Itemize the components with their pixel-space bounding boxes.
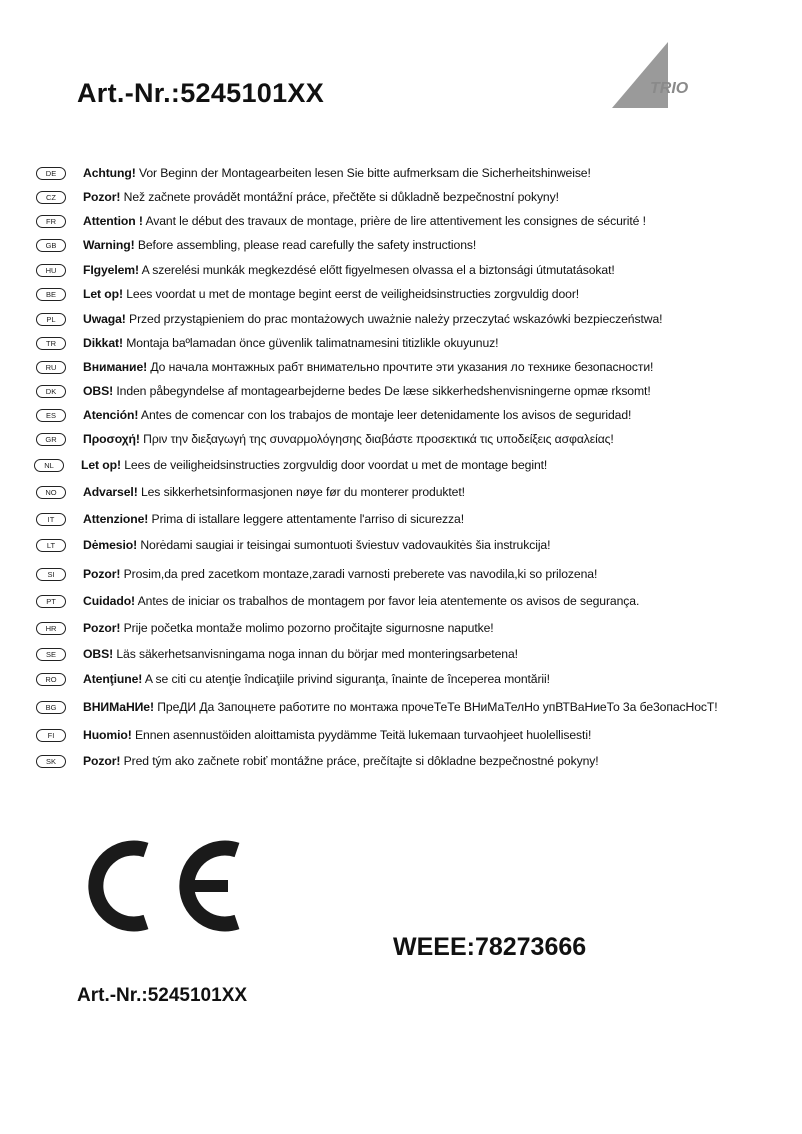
language-code-badge: PT <box>36 595 66 608</box>
warning-row-pl <box>36 310 662 328</box>
warning-label: Pozor! <box>83 567 121 581</box>
article-number-top: Art.-Nr.:5245101XX <box>77 78 325 108</box>
warning-text <box>83 728 591 742</box>
warning-text <box>81 458 547 472</box>
warning-label: Let op! <box>83 287 123 301</box>
warning-body: Než začnete provádět montážní práce, přečtěte si důkladně bezpečnostní pokyny! <box>120 190 559 204</box>
warning-body: A se citi cu atenţie îndicaţiile privind siguranţa, înainte de începerea montării! <box>142 672 550 686</box>
language-code-badge: ES <box>36 409 66 422</box>
warning-label: Warning! <box>83 238 135 252</box>
warning-text <box>83 567 597 581</box>
warning-label: Внимание! <box>83 360 148 374</box>
warning-row-be <box>36 285 579 303</box>
warning-text <box>83 485 465 499</box>
warning-label: OBS! <box>83 647 114 661</box>
warning-body: Ennen asennustöiden aloittamista pyydämme Teitä lukemaan turvaohjeet huolellisesti! <box>131 728 592 742</box>
language-code-badge: CZ <box>36 191 66 204</box>
warning-text <box>83 360 653 374</box>
warning-text <box>83 621 494 635</box>
warning-label: ВНИМаНИе! <box>83 700 154 714</box>
warning-body: Antes de comencar con los trabajos de montaje leer detenidamente los avisos de seguridad! <box>138 408 632 422</box>
trio-logo <box>610 40 710 110</box>
ce-mark-icon <box>74 840 244 932</box>
warning-row-ru <box>36 358 653 376</box>
warning-label: Attenzione! <box>83 512 149 526</box>
warning-label: Let op! <box>81 458 121 472</box>
language-code-badge: GR <box>36 433 66 446</box>
warning-text <box>83 594 639 608</box>
language-code-badge: SI <box>36 568 66 581</box>
warning-text <box>83 647 518 661</box>
language-code-badge: IT <box>36 513 66 526</box>
warning-row-lt <box>36 536 550 554</box>
warning-row-gb <box>36 236 476 254</box>
warning-label: Προσοχή! <box>83 432 140 446</box>
warning-row-tr <box>36 334 498 352</box>
warning-row-sk <box>36 752 599 770</box>
language-code-badge: HR <box>36 622 66 635</box>
warning-row-fr <box>36 212 646 230</box>
warning-label: Huomio! <box>83 728 132 742</box>
language-code-badge: RO <box>36 673 66 686</box>
warning-body: Avant le début des travaux de montage, prière de lire attentivement les consignes de sécurité ! <box>142 214 646 228</box>
warning-body: Montaja baºlamadan önce güvenlik talimatnamesini titizlikle okuyunuz! <box>122 336 499 350</box>
warning-row-bg <box>36 698 718 716</box>
language-code-badge: BG <box>36 701 66 714</box>
warning-row-hu <box>36 261 615 279</box>
warning-label: OBS! <box>83 384 114 398</box>
warning-label: Dikkat! <box>83 336 123 350</box>
warning-label: Atenţiune! <box>83 672 143 686</box>
warning-label: Pozor! <box>83 190 121 204</box>
warning-label: Uwaga! <box>83 312 126 326</box>
language-code-badge: RU <box>36 361 66 374</box>
warning-row-no <box>36 483 465 501</box>
warning-body: Πριν την διεξαγωγή της συναρμολόγησης διαβάστε προσεκτικά τις υποδείξεις ασφαλείας! <box>139 432 614 446</box>
warning-text <box>83 512 464 526</box>
warning-text <box>83 700 718 714</box>
warning-label: Atención! <box>83 408 139 422</box>
warning-text <box>83 336 498 350</box>
warning-row-fi <box>36 726 591 744</box>
warning-text <box>83 312 662 326</box>
warning-body: До начала монтажных рабт внимательно прочтите эти указания ло технике безопасности! <box>147 360 654 374</box>
warning-label: FIgyelem! <box>83 263 139 277</box>
warning-row-it <box>36 510 464 528</box>
warning-row-dk <box>36 382 651 400</box>
warning-body: Inden påbegyndelse af montagearbejderne bedes De læse sikkerhedshenvisningerne opmæ rksomt! <box>113 384 651 398</box>
warning-body: Norėdami saugiai ir teisingai sumontuoti šviestuv vadovaukitės šia instrukcija! <box>137 538 551 552</box>
warning-text <box>83 408 631 422</box>
warning-label: Advarsel! <box>83 485 138 499</box>
warning-body: Before assembling, please read carefully the safety instructions! <box>134 238 477 252</box>
warning-row-es <box>36 406 631 424</box>
warning-text <box>83 238 476 252</box>
language-code-badge: SE <box>36 648 66 661</box>
language-code-badge: NL <box>34 459 64 472</box>
warning-body: Prima di istallare leggere attentamente l'arriso di sicurezza! <box>148 512 465 526</box>
warning-body: A szerelési munkák megkezdésé előtt figyelmesen olvassa el a biztonsági útmutatásokat! <box>139 263 615 277</box>
warning-text <box>83 754 599 768</box>
article-number-bottom: Art.-Nr.:5245101XX <box>77 985 248 1006</box>
warning-label: Cuidado! <box>83 594 136 608</box>
language-code-badge: BE <box>36 288 66 301</box>
warning-label: Dėmesio! <box>83 538 138 552</box>
warning-body: Przed przystąpieniem do prac montażowych uważnie należy przeczytać wskazówki bezpieczeństwa! <box>125 312 663 326</box>
warning-row-de <box>36 164 591 182</box>
warning-text <box>83 214 646 228</box>
language-code-badge: SK <box>36 755 66 768</box>
warning-row-hr <box>36 619 494 637</box>
warning-row-cz <box>36 188 559 206</box>
warning-text <box>83 287 579 301</box>
warning-body: Prije početka montaže molimo pozorno pročitajte sigurnosne naputke! <box>120 621 494 635</box>
warning-row-pt <box>36 592 639 610</box>
language-code-badge: NO <box>36 486 66 499</box>
language-code-badge: DK <box>36 385 66 398</box>
warning-label: Achtung! <box>83 166 136 180</box>
warning-text <box>83 263 615 277</box>
warning-body: Prosim,da pred zacetkom montaze,zaradi varnosti preberete vas navodila,ki so prilozena! <box>120 567 598 581</box>
warning-text <box>83 166 591 180</box>
language-code-badge: FR <box>36 215 66 228</box>
warning-body: Läs säkerhetsanvisningama noga innan du börjar med monteringsarbetena! <box>113 647 518 661</box>
warning-row-gr <box>36 430 614 448</box>
weee-number: WEEE:78273666 <box>393 933 587 961</box>
warning-body: Vor Beginn der Montagearbeiten lesen Sie bitte aufmerksam die Sicherheitshinweise! <box>135 166 591 180</box>
warning-row-ro <box>36 670 550 688</box>
warning-body: Lees de veiligheidsinstructies zorgvuldig door voordat u met de montage begint! <box>120 458 548 472</box>
warning-row-nl <box>34 456 547 474</box>
warning-label: Pozor! <box>83 754 121 768</box>
warning-text <box>83 672 550 686</box>
language-code-badge: LT <box>36 539 66 552</box>
warning-text <box>83 432 614 446</box>
warning-body: Antes de iniciar os trabalhos de montagem por favor leia atentemente os avisos de segurança. <box>135 594 640 608</box>
language-code-badge: DE <box>36 167 66 180</box>
warning-row-si <box>36 565 597 583</box>
trio-logo-text: TRIO <box>650 80 689 97</box>
warning-body: Pred tým ako začnete robiť montážne práce, prečítajte si dôkladne bezpečnostné pokyny! <box>120 754 599 768</box>
warning-row-se <box>36 645 518 663</box>
warning-text <box>83 190 559 204</box>
warning-label: Attention ! <box>83 214 143 228</box>
language-code-badge: TR <box>36 337 66 350</box>
warning-text <box>83 384 651 398</box>
warning-label: Pozor! <box>83 621 121 635</box>
warning-text <box>83 538 550 552</box>
warning-body: Les sikkerhetsinformasjonen nøye før du monterer produktet! <box>137 485 465 499</box>
warning-body: Lees voordat u met de montage begint eerst de veiligheidsinstructies zorgvuldig door! <box>122 287 580 301</box>
language-code-badge: PL <box>36 313 66 326</box>
warning-body: ПреДИ Да 3апоцнете работите по монтажа прочеТеТе ВНиМаТелНо упВТВаНиеТо 3а бе3опасНосТ! <box>153 700 718 714</box>
language-code-badge: GB <box>36 239 66 252</box>
language-code-badge: FI <box>36 729 66 742</box>
language-code-badge: HU <box>36 264 66 277</box>
